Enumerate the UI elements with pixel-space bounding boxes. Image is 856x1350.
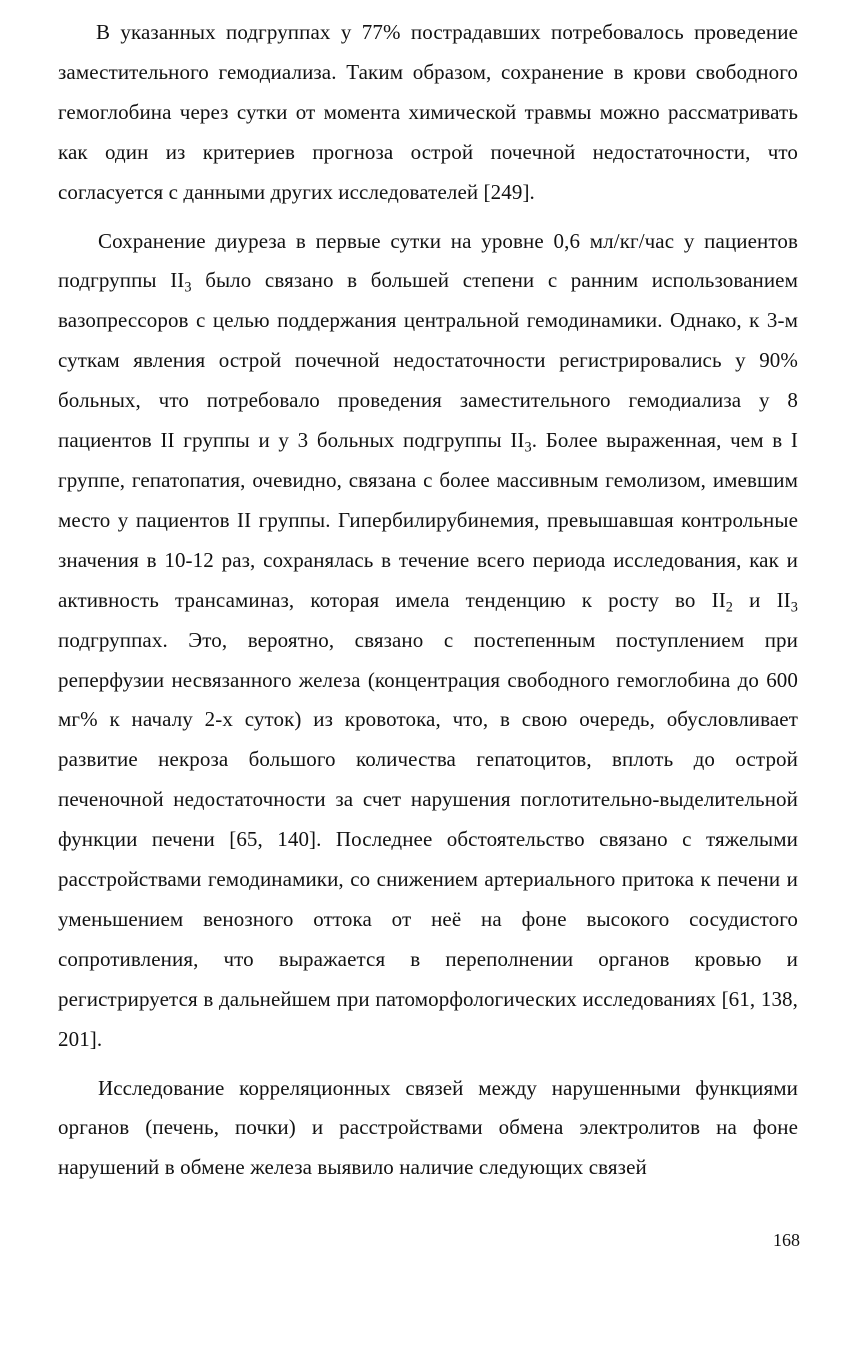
page-number: 168 [773, 1230, 800, 1250]
document-page [58, 13, 798, 1188]
paragraph-correlation [58, 1069, 798, 1189]
paragraph-text-part: было связано в большей степени с ранним использованием вазопрессоров с целью поддержания центральной гемодинамики. Однако, к 3-м суткам явления острой почечной недостаточности регистрировались у 90% больных, что потребовало проведения заместительного гемодиализа у 8 пациентов II группы и у 3 больных подгруппы II [58, 268, 798, 453]
subscript: 2 [725, 598, 734, 615]
paragraph-text: Исследование корреляционных связей между нарушенными функциями органов (печень, почки) и расстройствами обмена электролитов на фоне нарушений в обмене железа выявило наличие следующих связей [58, 1075, 798, 1180]
paragraph-text: В указанных подгруппах у 77% пострадавших потребовалось проведение заместительного гемодиализа. Таким образом, сохранение в крови свободного гемоглобина через сутки от момента химической травмы можно рассматривать как один из критериев прогноза острой почечной недостаточности, что согласуется с данными других исследователей [249]. [58, 20, 798, 204]
subscript: 3 [184, 279, 192, 296]
paragraph-text-part: подгруппах. Это, вероятно, связано с постепенным поступлением при реперфузии несвязанного железа (концентрация свободного гемоглобина до 600 мг% к началу 2-х суток) из кровотока, что, в свою очередь, обусловливает развитие некроза большого количества гепатоцитов, вплоть до острой печеночной недостаточности за счет нарушения поглотительно-выделительной функции печени [65, 140]. Последнее обстоятельство связано с тяжелыми расстройствами гемодинамики, со снижением артериального притока к печени и уменьшением венозного оттока от неё на фоне высокого сосудистого сопротивления, что выражается в переполнении органов кровью и регистрируется в дальнейшем при патоморфологических исследованиях [61, 138, 201]. [58, 627, 798, 1051]
subscript: 3 [790, 598, 798, 615]
paragraph-text-part: Сохранение диуреза в первые сутки на уровне 0,6 мл/кг/час у пациентов подгруппы II [58, 228, 798, 293]
paragraph-text-part: и II [733, 587, 791, 612]
subscript: 3 [524, 439, 532, 456]
paragraph-hemodialysis [58, 13, 798, 213]
paragraph-text-part: . Более выраженная, чем в I группе, гепатопатия, очевидно, связана с более массивным гемолизом, имевшим место у пациентов II группы. Гипербилирубинемия, превышавшая контрольные значения в 10-12 раз, сохранялась в течение всего периода исследования, как и активность трансаминаз, которая имела тенденцию к росту во II [58, 428, 798, 612]
paragraph-diuresis [58, 222, 798, 1060]
